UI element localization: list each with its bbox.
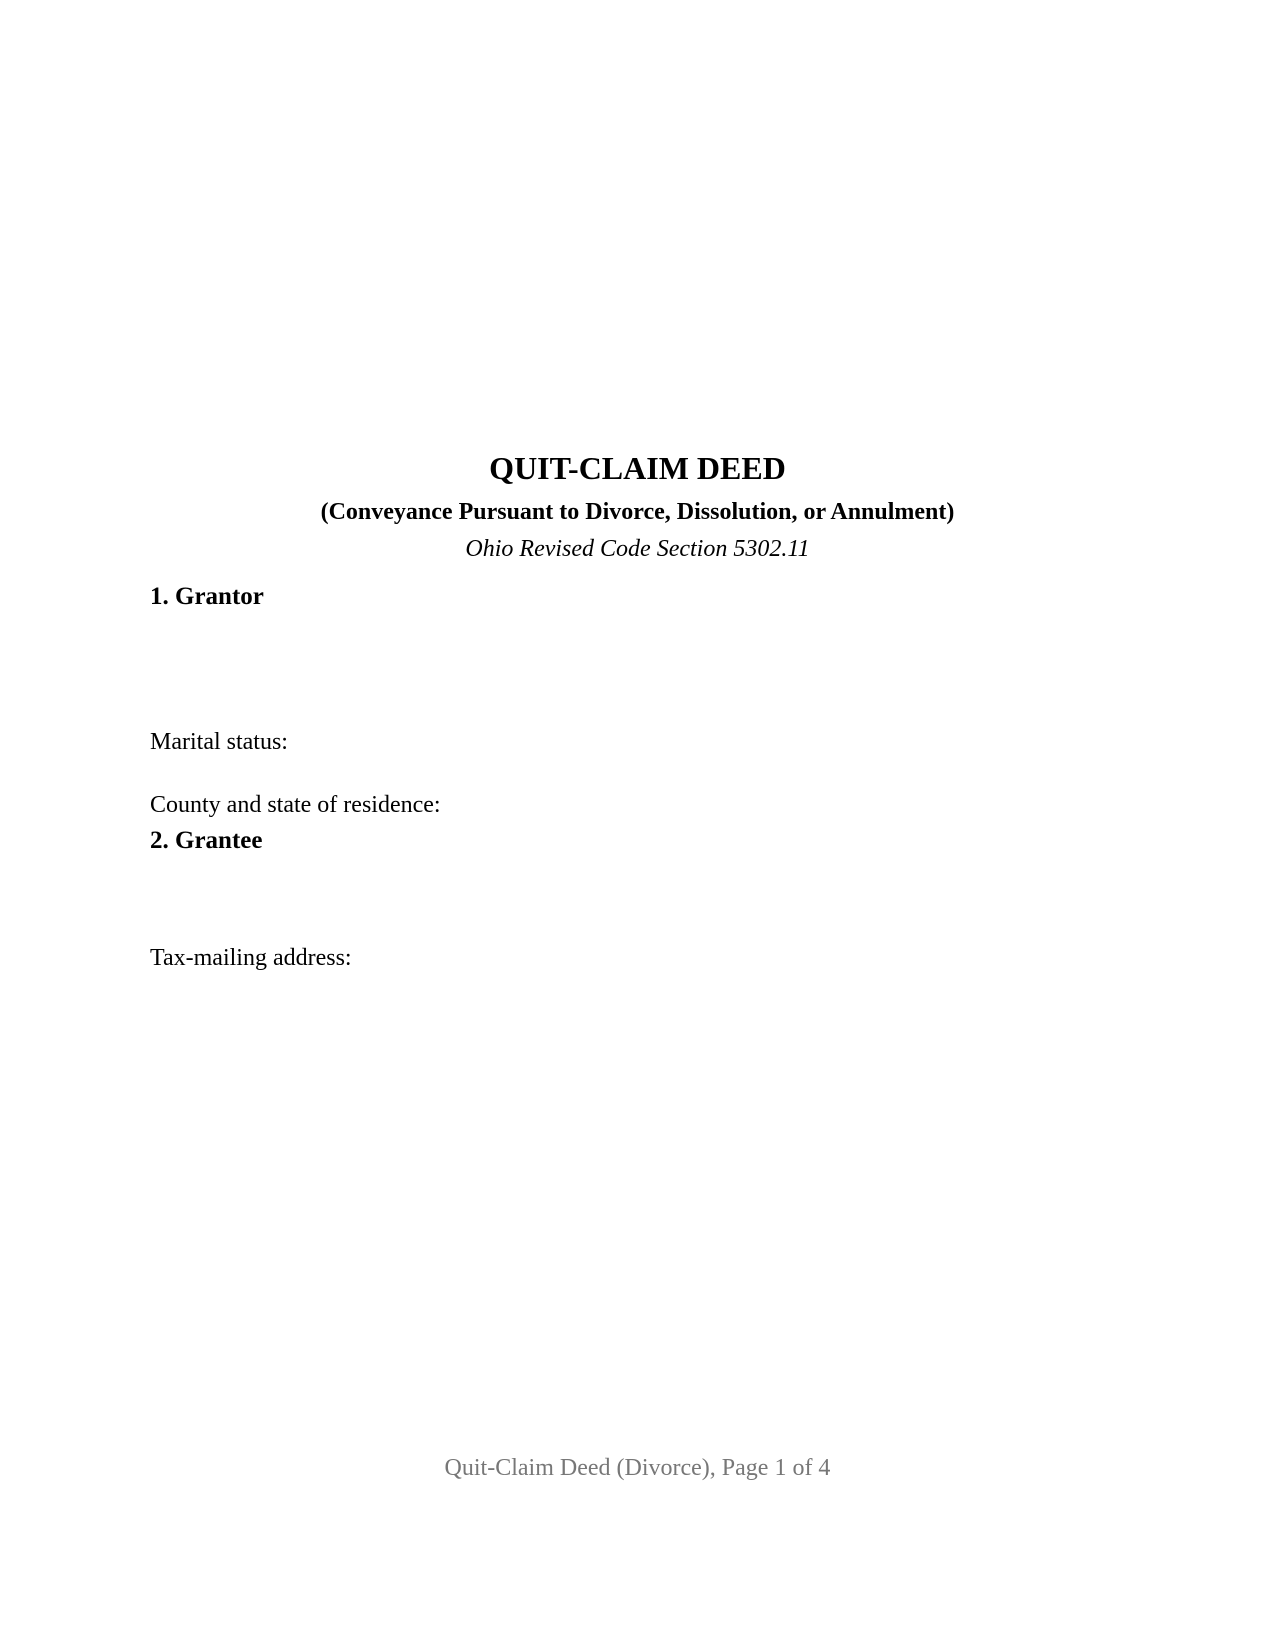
marital-status-field[interactable] [460, 760, 1065, 761]
marital-status-label: Marital status: [150, 729, 288, 755]
grantee-heading: 2. Grantee [150, 827, 263, 854]
grantor-heading: 1. Grantor [150, 583, 264, 610]
residence-field[interactable] [460, 823, 1065, 824]
page-footer: Quit-Claim Deed (Divorce), Page 1 of 4 [444, 1455, 831, 1481]
tax-mailing-address-label: Tax-mailing address: [150, 945, 352, 971]
document-subtitle: (Conveyance Pursuant to Divorce, Dissolution, or Annulment) [320, 499, 955, 525]
tax-mailing-address-field[interactable] [460, 976, 1065, 977]
residence-label: County and state of residence: [150, 792, 441, 818]
document-title: QUIT-CLAIM DEED [489, 450, 786, 486]
statute-citation: Ohio Revised Code Section 5302.11 [465, 536, 810, 562]
